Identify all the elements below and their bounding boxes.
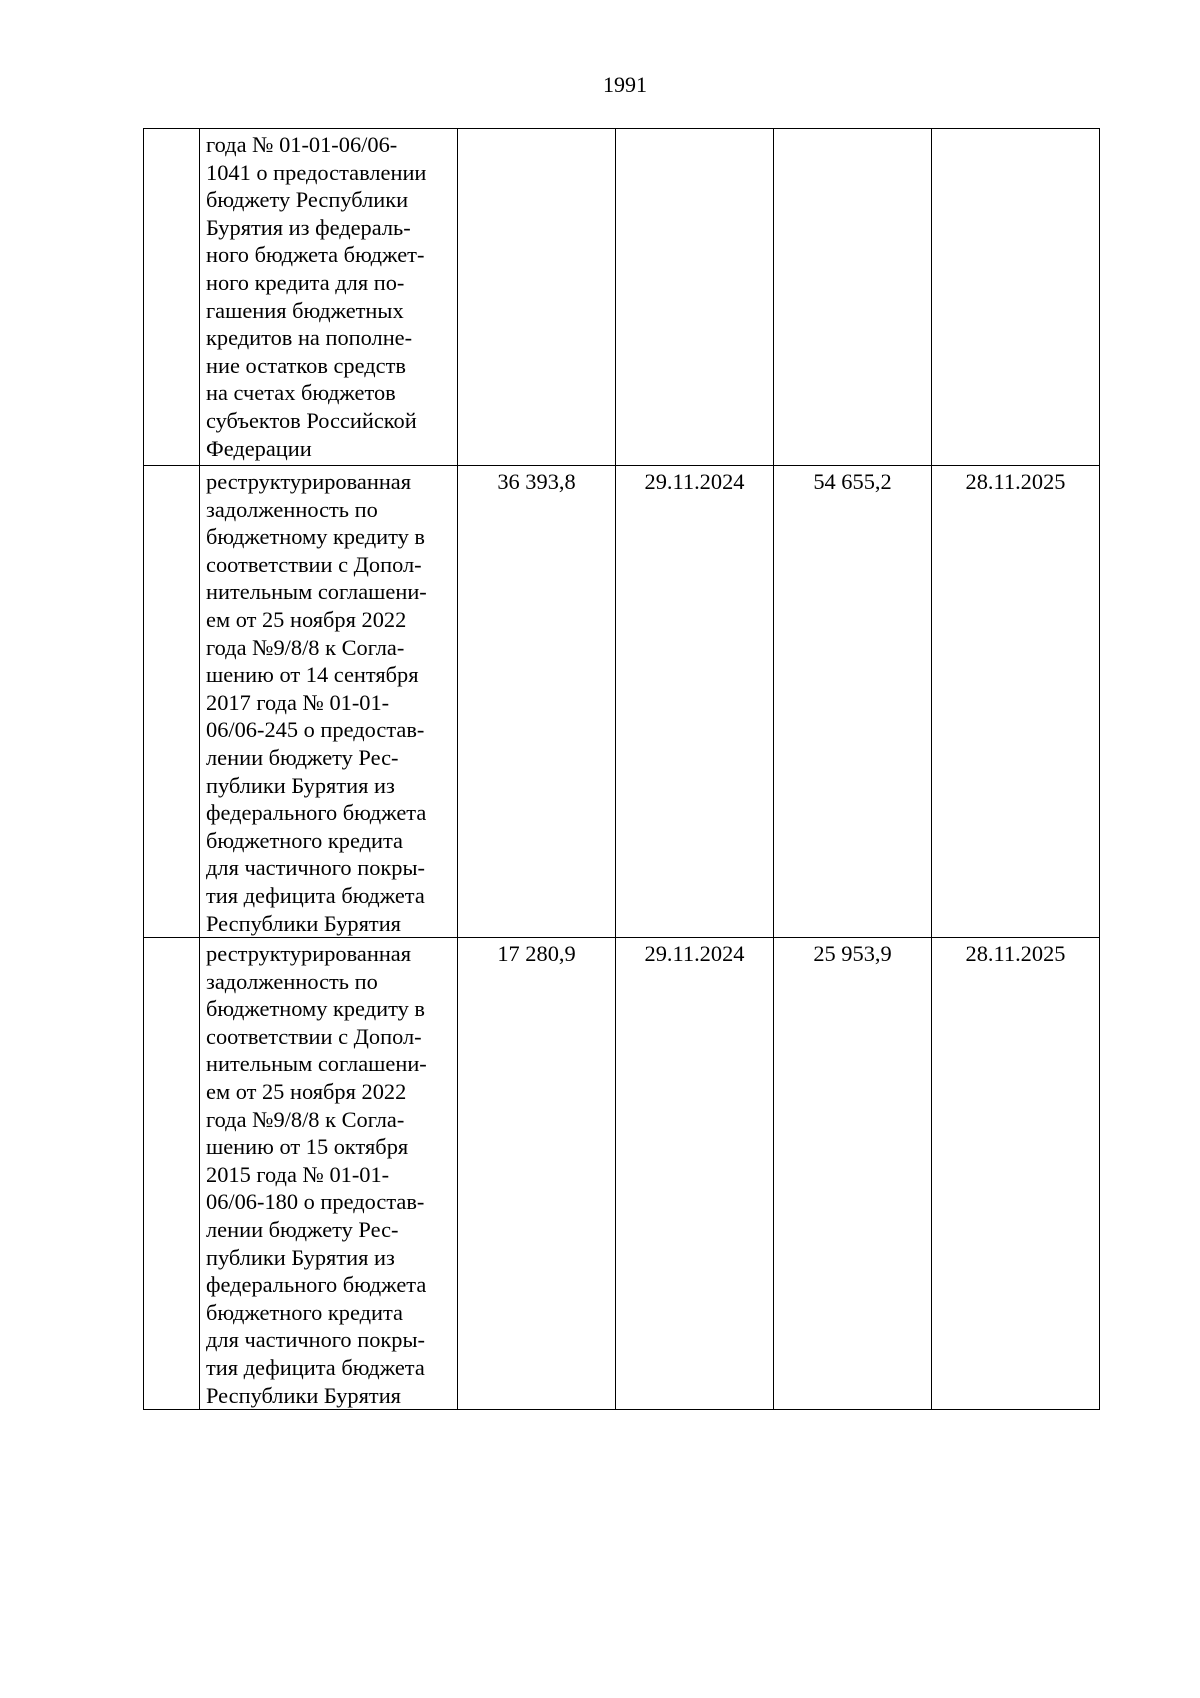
description-line: на счетах бюджетов [206, 380, 396, 406]
amount-cell-1 [458, 129, 616, 466]
description-line: года №9/8/8 к Согла- [206, 1106, 405, 1132]
description-line: 1041 о предоставлении [206, 159, 427, 185]
date-cell-2: 28.11.2025 [932, 938, 1100, 1410]
description-line: федерального бюджета [206, 1272, 427, 1298]
description-line: задолженность по [206, 496, 378, 522]
description-line: для частичного покры- [206, 1327, 425, 1353]
row-number-cell [144, 466, 200, 938]
description-line: кредитов на пополне- [206, 325, 413, 351]
description-cell [200, 466, 458, 938]
amount-cell-1: 36 393,8 [458, 466, 616, 938]
row-number-cell [144, 938, 200, 1410]
description-line: соответствии с Допол- [206, 551, 422, 577]
description-line: тия дефицита бюджета [206, 1355, 425, 1380]
description-line: публики Бурятия из [206, 772, 395, 798]
amount-cell-2 [774, 129, 932, 466]
description-line: ного бюджета бюджет- [206, 242, 425, 268]
amount-cell-1: 17 280,9 [458, 938, 616, 1410]
amount-cell-2: 54 655,2 [774, 466, 932, 938]
description-line: реструктурированная [206, 469, 412, 494]
table-row [144, 466, 1100, 938]
description-line: для частичного покры- [206, 855, 425, 881]
description-line: шению от 15 октября [206, 1134, 409, 1160]
description-line: бюджетному кредиту в [206, 996, 425, 1022]
description-line: Федерации [206, 435, 312, 461]
description-line: федерального бюджета [206, 800, 427, 826]
description-line: Бурятия из федераль- [206, 214, 411, 240]
amount-cell-2: 25 953,9 [774, 938, 932, 1410]
description-line: 2015 года № 01-01- [206, 1161, 390, 1187]
description-line: нительным соглашени- [206, 1051, 427, 1077]
description-line: задолженность по [206, 968, 378, 994]
description-line: субъектов Российской [206, 407, 417, 433]
description-line: бюджету Республики [206, 187, 409, 213]
description-line: лении бюджету Рес- [206, 744, 399, 770]
description-line: 06/06-180 о предостав- [206, 1189, 425, 1215]
description-line: гашения бюджетных [206, 297, 404, 323]
description-line: ем от 25 ноября 2022 [206, 606, 407, 632]
description-line: публики Бурятия из [206, 1244, 395, 1270]
description-cell [200, 129, 458, 466]
description-line: 06/06-245 о предостав- [206, 717, 425, 743]
description-line: Республики Бурятия [206, 1382, 401, 1408]
description-line: реструктурированная [206, 941, 412, 967]
description-line: ного кредита для по- [206, 269, 405, 295]
description-line: шению от 14 сентября [206, 662, 419, 688]
description-line: года №9/8/8 к Согла- [206, 634, 405, 660]
description-line: бюджетного кредита [206, 1299, 403, 1325]
description-line: 2017 года № 01-01- [206, 689, 390, 715]
date-cell-2: 28.11.2025 [932, 466, 1100, 938]
page-number: 1991 [603, 72, 647, 97]
description-line: тия дефицита бюджета [206, 882, 425, 908]
description-line: Республики Бурятия [206, 910, 401, 936]
table-row [144, 938, 1100, 1410]
description-line: года № 01-01-06/06- [206, 132, 398, 157]
description-cell [200, 938, 458, 1410]
date-cell-1 [616, 129, 774, 466]
description-line: нительным соглашени- [206, 579, 427, 605]
date-cell-1: 29.11.2024 [616, 466, 774, 938]
description-line: бюджетному кредиту в [206, 524, 425, 550]
table-row [144, 129, 1100, 466]
description-line: бюджетного кредита [206, 827, 403, 853]
description-line: ем от 25 ноября 2022 [206, 1079, 407, 1105]
debt-table [143, 128, 1100, 1410]
row-number-cell [144, 129, 200, 466]
description-line: лении бюджету Рес- [206, 1217, 399, 1243]
date-cell-1: 29.11.2024 [616, 938, 774, 1410]
description-line: соответствии с Допол- [206, 1023, 422, 1049]
description-line: ние остатков средств [206, 352, 406, 378]
date-cell-2 [932, 129, 1100, 466]
